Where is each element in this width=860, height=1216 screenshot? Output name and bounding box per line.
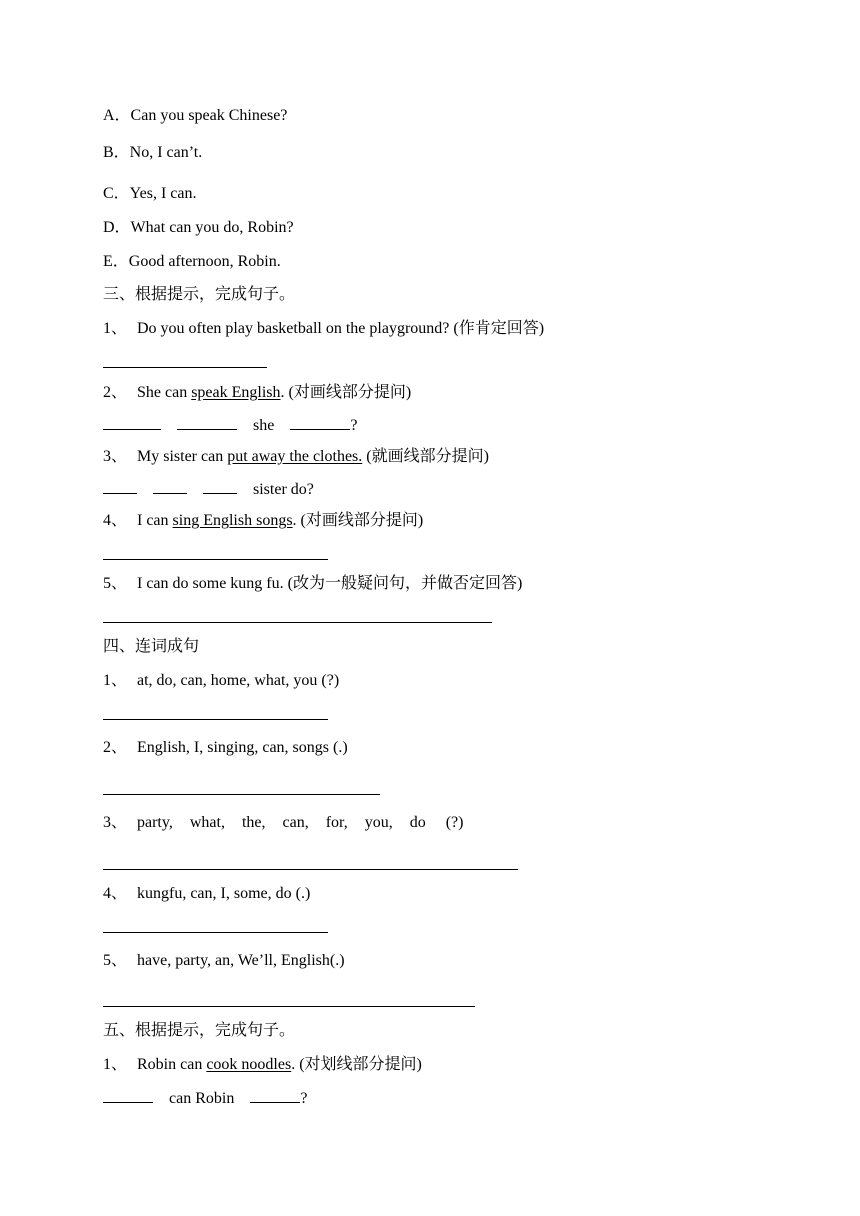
question-number: 3、 bbox=[103, 814, 128, 831]
word: (?) bbox=[445, 814, 464, 831]
s4-question-4 bbox=[103, 884, 310, 904]
s3-question-5 bbox=[103, 574, 522, 594]
s5-answer-1 bbox=[103, 1088, 307, 1109]
question-text-post: . (对划线部分提问) bbox=[291, 1056, 422, 1073]
question-number: 2、 bbox=[103, 384, 128, 401]
word: what, bbox=[189, 814, 225, 831]
option-a: A．Can you speak Chinese? bbox=[103, 107, 288, 124]
s3-question-4 bbox=[103, 511, 423, 531]
question-text-post: (就画线部分提问) bbox=[362, 448, 489, 465]
s3-question-2 bbox=[103, 383, 411, 403]
answer-blank bbox=[153, 479, 187, 494]
answer-blank bbox=[103, 1088, 153, 1103]
answer-end: ? bbox=[350, 417, 358, 434]
s4-question-2 bbox=[103, 738, 348, 758]
word: party, bbox=[137, 814, 173, 831]
word: can, bbox=[282, 814, 309, 831]
word: do bbox=[409, 814, 426, 831]
option-c: C．Yes, I can. bbox=[103, 185, 197, 202]
answer-blank bbox=[203, 479, 237, 494]
question-text: I can do some kung fu. (改为一般疑问句，并做否定回答) bbox=[137, 575, 523, 592]
answer-line bbox=[103, 719, 328, 720]
answer-line bbox=[103, 869, 518, 870]
question-number: 5、 bbox=[103, 952, 128, 969]
s3-answer-2 bbox=[103, 415, 357, 436]
question-text: Do you often play basketball on the playground? (作肯定回答) bbox=[137, 320, 545, 337]
question-number: 2、 bbox=[103, 739, 128, 756]
underlined-phrase: sing English songs bbox=[172, 512, 293, 529]
underlined-phrase: cook noodles bbox=[206, 1056, 292, 1073]
option-e: E．Good afternoon, Robin. bbox=[103, 253, 281, 270]
question-text: kungfu, can, I, some, do (.) bbox=[137, 885, 311, 902]
question-number: 1、 bbox=[103, 320, 128, 337]
answer-blank bbox=[250, 1088, 300, 1103]
answer-line bbox=[103, 932, 328, 933]
question-number: 4、 bbox=[103, 885, 128, 902]
section5-heading: 五、根据提示，完成句子。 bbox=[103, 1022, 296, 1039]
option-d: D．What can you do, Robin? bbox=[103, 219, 294, 236]
question-number: 1、 bbox=[103, 1056, 128, 1073]
answer-line bbox=[103, 559, 328, 560]
question-number: 5、 bbox=[103, 575, 128, 592]
question-text-pre: I can bbox=[137, 512, 173, 529]
answer-blank bbox=[177, 415, 237, 430]
answer-word: can Robin bbox=[169, 1090, 235, 1107]
question-text-pre: My sister can bbox=[137, 448, 228, 465]
section3-heading: 三、根据提示，完成句子。 bbox=[103, 286, 296, 303]
answer-line bbox=[103, 622, 492, 623]
section4-heading: 四、连词成句 bbox=[103, 638, 200, 655]
word: for, bbox=[325, 814, 348, 831]
answer-line bbox=[103, 794, 380, 795]
answer-end: ? bbox=[300, 1090, 308, 1107]
word: the, bbox=[241, 814, 266, 831]
underlined-phrase: speak English bbox=[191, 384, 281, 401]
question-text-pre: Robin can bbox=[137, 1056, 207, 1073]
answer-line bbox=[103, 367, 267, 368]
question-text-post: . (对画线部分提问) bbox=[292, 512, 424, 529]
s4-question-5 bbox=[103, 951, 345, 971]
s3-question-3 bbox=[103, 447, 489, 467]
question-text-pre: She can bbox=[137, 384, 192, 401]
question-text: English, I, singing, can, songs (.) bbox=[137, 739, 348, 756]
s3-question-1 bbox=[103, 319, 544, 339]
answer-line bbox=[103, 1006, 475, 1007]
s4-question-1 bbox=[103, 671, 339, 691]
question-text: at, do, can, home, what, you (?) bbox=[137, 672, 340, 689]
question-text-post: . (对画线部分提问) bbox=[280, 384, 412, 401]
question-number: 1、 bbox=[103, 672, 128, 689]
word: you, bbox=[364, 814, 393, 831]
question-number: 3、 bbox=[103, 448, 128, 465]
question-number: 4、 bbox=[103, 512, 128, 529]
answer-blank bbox=[290, 415, 350, 430]
answer-blank bbox=[103, 479, 137, 494]
s4-question-3 bbox=[103, 813, 463, 833]
answer-end: sister do? bbox=[253, 481, 314, 498]
answer-word: she bbox=[253, 417, 275, 434]
s3-answer-3 bbox=[103, 479, 314, 500]
answer-blank bbox=[103, 415, 161, 430]
question-text: have, party, an, We’ll, English(.) bbox=[137, 952, 345, 969]
underlined-phrase: put away the clothes. bbox=[227, 448, 363, 465]
s5-question-1 bbox=[103, 1055, 422, 1075]
option-b: B．No, I can’t. bbox=[103, 144, 203, 161]
